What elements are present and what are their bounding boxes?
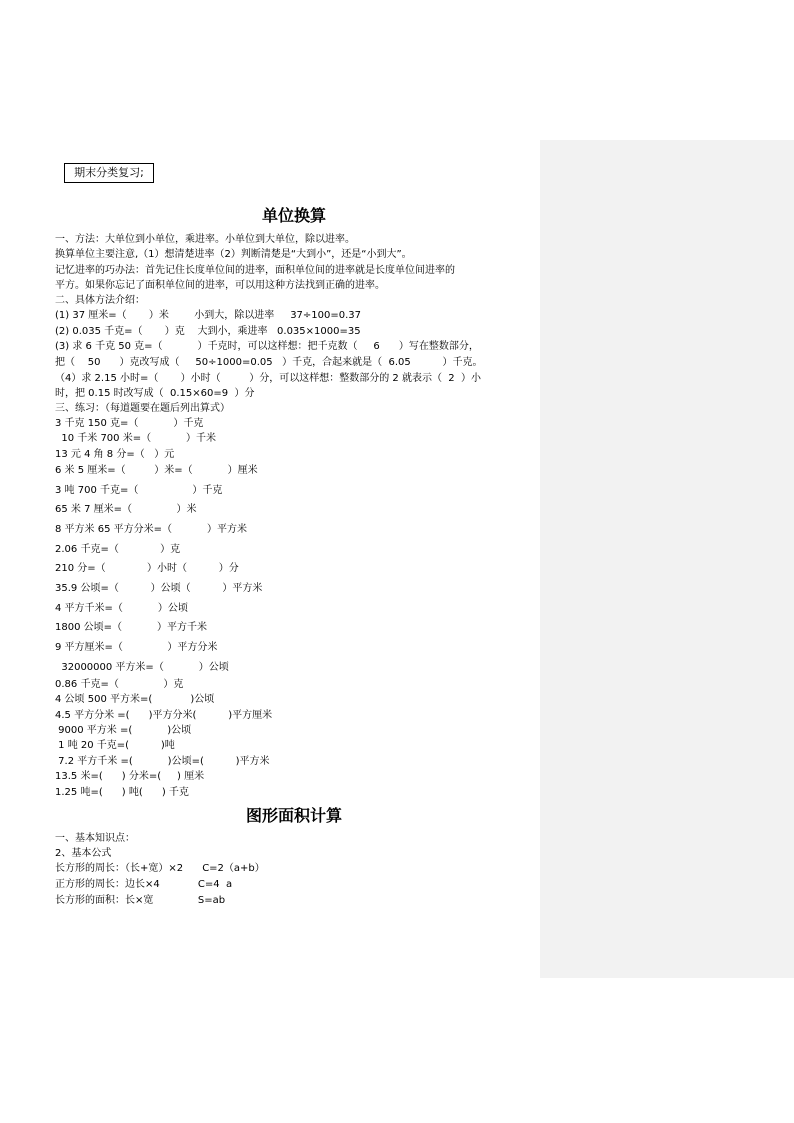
text-line: 0.86 千克=（ ）克 bbox=[55, 679, 184, 690]
section-title-area-calculation: 图形面积计算 bbox=[245, 806, 342, 825]
text-line: 65 米 7 厘米=（ ）米 bbox=[55, 504, 197, 515]
text-line: 平方。如果你忘记了面积单位间的进率，可以用这种方法找到正确的进率。 bbox=[55, 280, 385, 291]
text-line: 3 吨 700 千克=（ ）千克 bbox=[55, 485, 223, 496]
comment-pane bbox=[540, 140, 794, 978]
text-line: 1.25 吨=( ) 吨( ) 千克 bbox=[55, 787, 189, 798]
text-line: 二、具体方法介绍： bbox=[55, 295, 145, 306]
section-title-unit-conversion: 单位换算 bbox=[261, 206, 326, 225]
text-line: 一、基本知识点： bbox=[55, 833, 135, 844]
text-line: 2.06 千克=（ ）克 bbox=[55, 544, 181, 555]
text-line: 13.5 米=( ) 分米=( ) 厘米 bbox=[55, 771, 205, 782]
text-line: 正方形的周长：边长×4 C=4 a bbox=[55, 879, 233, 890]
text-line: 2、基本公式 bbox=[55, 848, 112, 859]
text-line: 4.5 平方分米 =( )平方分米( )平方厘米 bbox=[55, 710, 273, 721]
text-line: 8 平方米 65 平方分米=（ ）平方米 bbox=[55, 524, 247, 535]
text-line: (2) 0.035 千克=（ ）克 大到小，乘进率 0.035×1000=35 bbox=[55, 326, 361, 337]
text-line: 9 平方厘米=（ ）平方分米 bbox=[55, 642, 218, 653]
text-line: 换算单位主要注意,（1）想清楚进率（2）判断清楚是“大到小”，还是“小到大”。 bbox=[55, 249, 412, 260]
text-line: 把（ 50 ）克改写成（ 50÷1000=0.05 ）千克，合起来就是（ 6.05 ）千克。 bbox=[55, 357, 483, 368]
text-line: 6 米 5 厘米=（ ）米=（ ）厘米 bbox=[55, 465, 258, 476]
text-line: 1 吨 20 千克=( )吨 bbox=[55, 740, 175, 751]
text-line: 三、练习：（每道题要在题后列出算式） bbox=[55, 403, 230, 414]
text-line: 10 千米 700 米=（ ）千米 bbox=[55, 433, 217, 444]
text-line: 一、方法：大单位到小单位，乘进率。小单位到大单位，除以进率。 bbox=[55, 234, 355, 245]
text-line: 时，把 0.15 时改写成（ 0.15×60=9 ）分 bbox=[55, 388, 255, 399]
text-line: 32000000 平方米=（ ）公顷 bbox=[55, 662, 229, 673]
text-line: （4）求 2.15 小时=（ ）小时（ ）分，可以这样想：整数部分的 2 就表示（ 2 ）小 bbox=[55, 373, 482, 384]
text-line: 7.2 平方千米 =( )公顷=( )平方米 bbox=[55, 756, 270, 767]
text-line: (1) 37 厘米=（ ）米 小到大，除以进率 37÷100=0.37 bbox=[55, 310, 362, 321]
text-line: 长方形的周长：（长+宽）×2 C=2（a+b） bbox=[55, 863, 265, 874]
text-line: 13 元 4 角 8 分=（ ）元 bbox=[55, 449, 175, 460]
text-line: 1800 公顷=（ ）平方千米 bbox=[55, 622, 207, 633]
text-line: 记忆进率的巧办法：首先记住长度单位间的进率，面积单位间的进率就是长度单位间进率的 bbox=[55, 265, 455, 276]
text-line: 4 公顷 500 平方米=( )公顷 bbox=[55, 694, 215, 705]
text-line: 35.9 公顷=（ ）公顷（ ）平方米 bbox=[55, 583, 263, 594]
text-line: 9000 平方米 =( )公顷 bbox=[55, 725, 192, 736]
review-tag: 期末分类复习; bbox=[64, 163, 154, 183]
text-line: 长方形的面积：长×宽 S=ab bbox=[55, 895, 226, 906]
text-line: (3) 求 6 千克 50 克=（ ）千克时，可以这样想：把千克数（ 6 ）写在整数部分， bbox=[55, 341, 479, 352]
text-line: 3 千克 150 克=（ ）千克 bbox=[55, 418, 204, 429]
text-line: 4 平方千米=（ ）公顷 bbox=[55, 603, 188, 614]
text-line: 210 分=（ ）小时（ ）分 bbox=[55, 563, 239, 574]
